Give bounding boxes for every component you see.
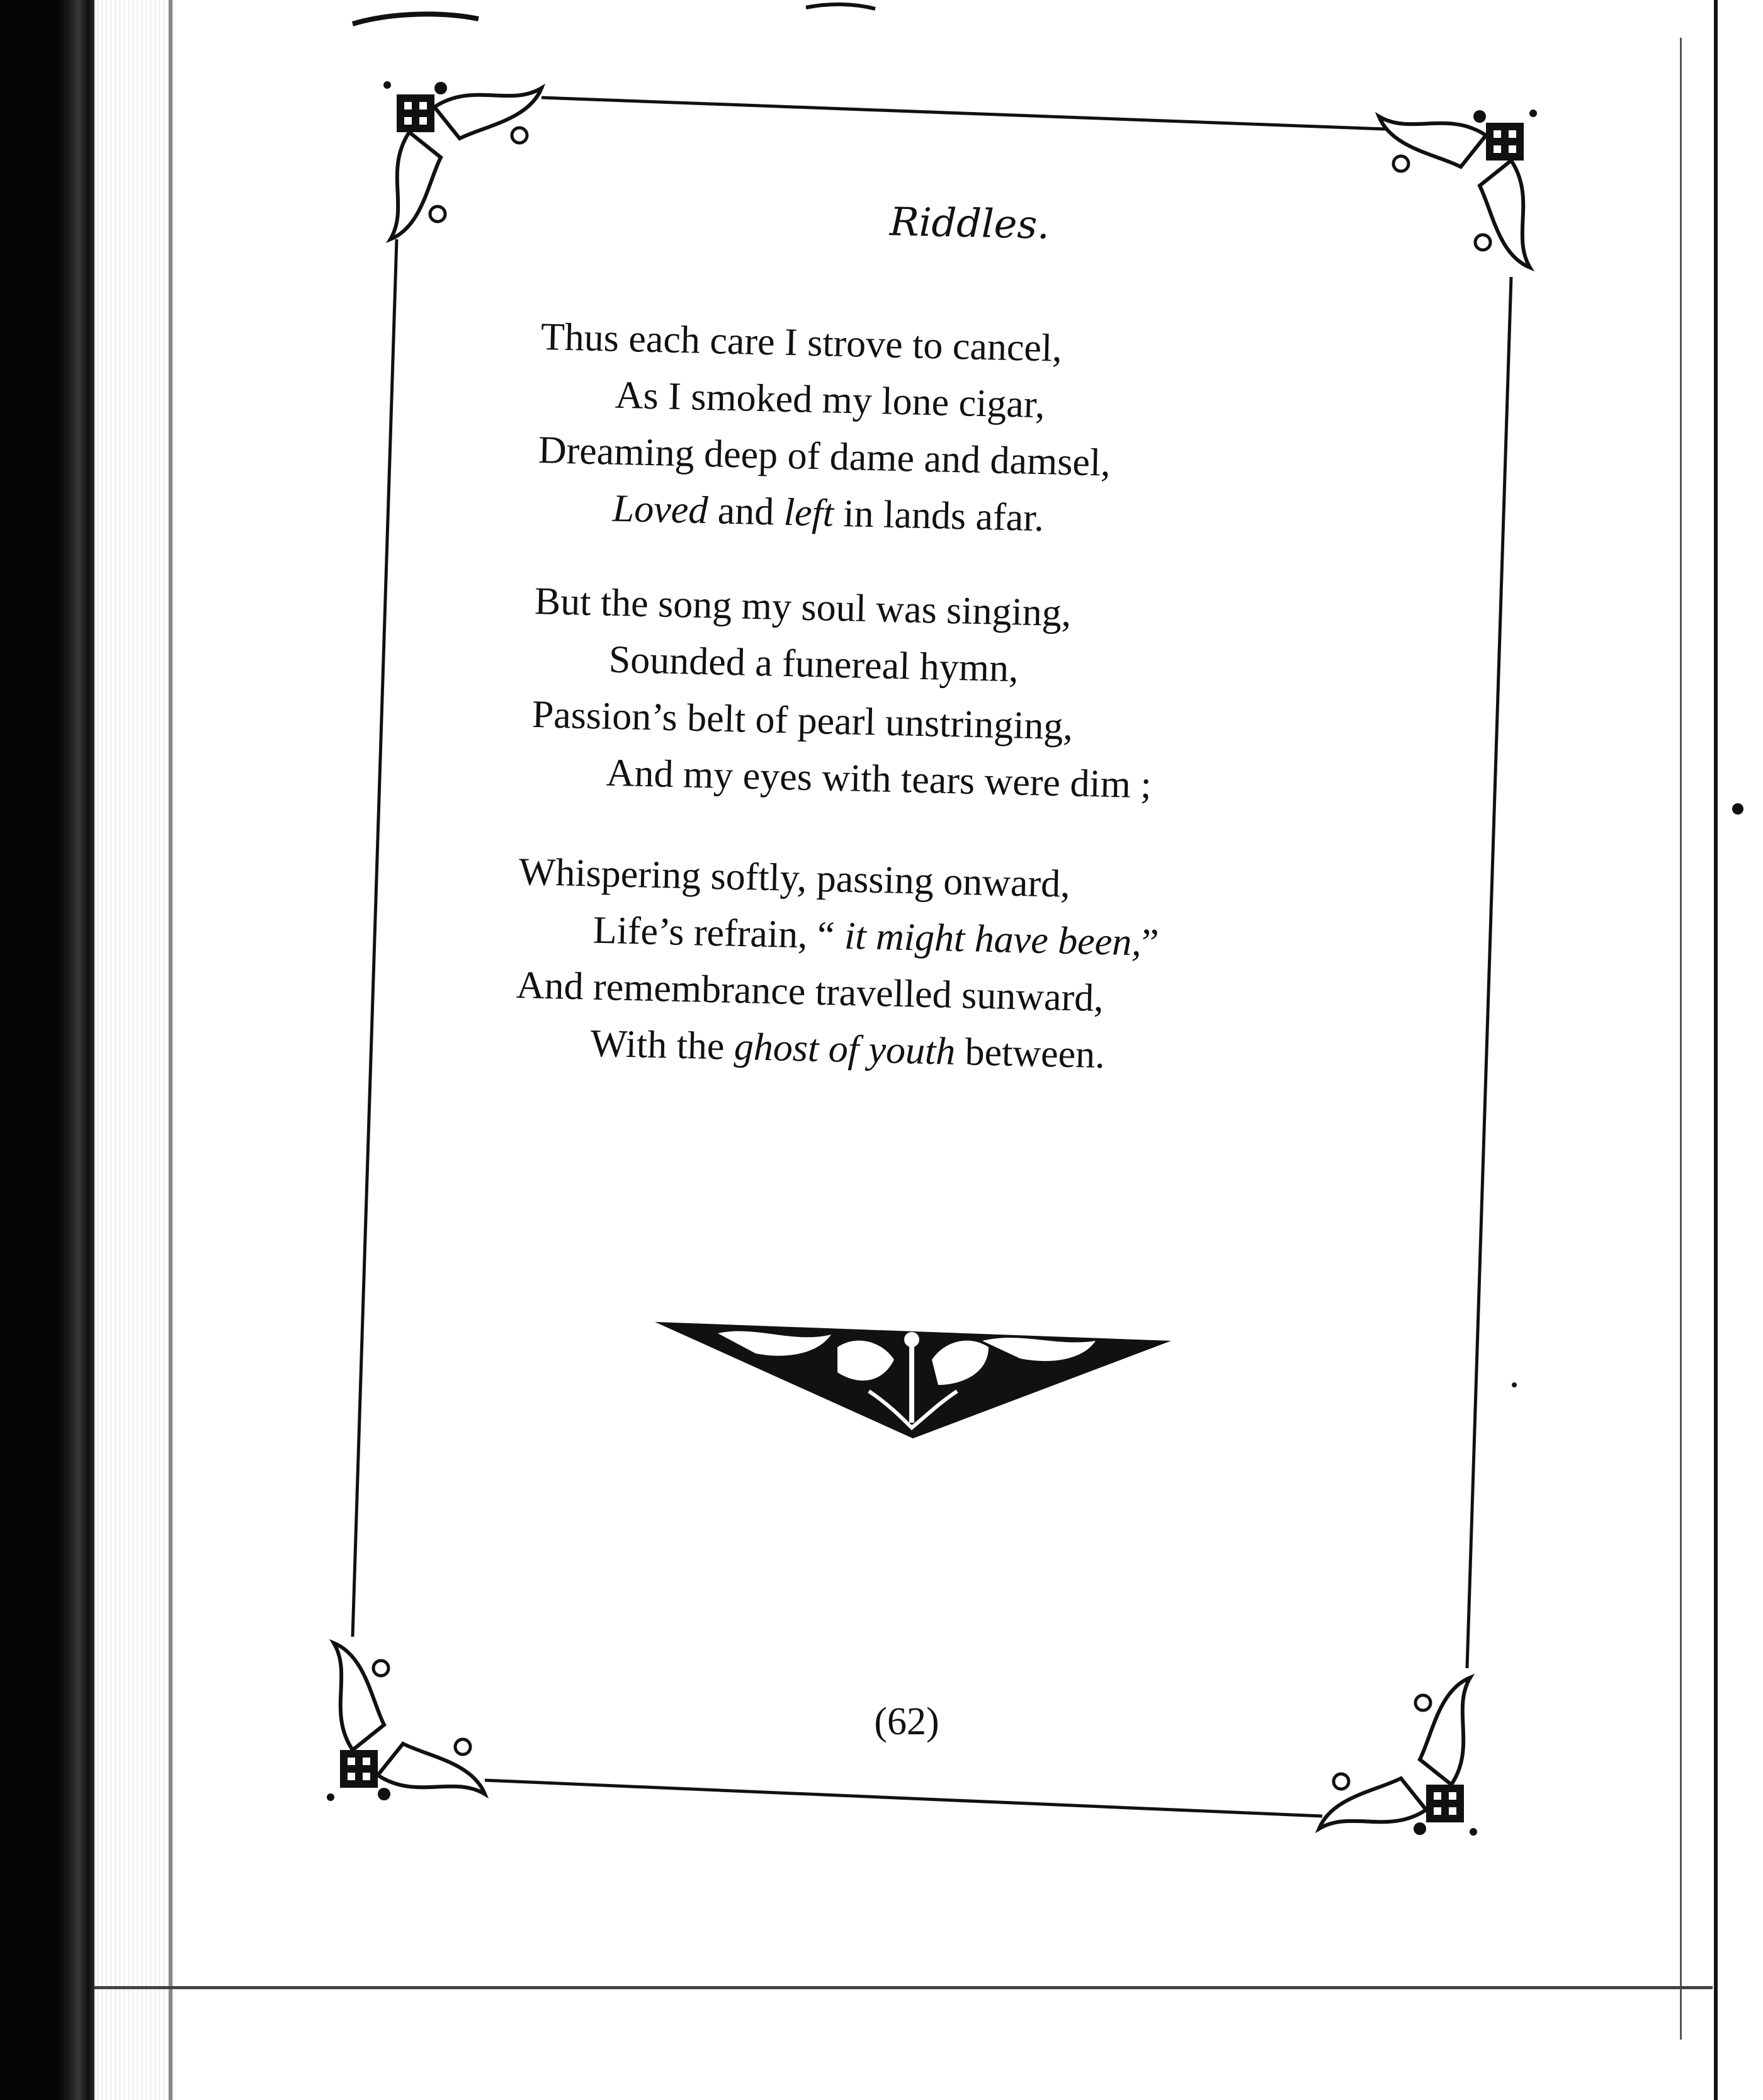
frame-top-rule: [541, 98, 1385, 129]
scan-speck: [1732, 803, 1743, 815]
italic-phrase: it might have been,: [844, 914, 1142, 964]
poem-text: Life’s refrain, “: [592, 908, 845, 957]
floral-corner-ornament-icon: [1319, 1678, 1477, 1836]
poem-line: As I smoked my lone cigar,: [615, 373, 1046, 427]
italic-phrase: ghost of youth: [734, 1025, 956, 1073]
poem-line: But the song my soul was singing,: [534, 579, 1072, 635]
floral-corner-ornament-icon: [383, 81, 541, 239]
poem-line: And my eyes with tears were dim ;: [606, 751, 1152, 807]
poem-text: ”: [1141, 921, 1160, 965]
running-head: Riddles.: [889, 198, 1050, 248]
poem-text: and: [707, 489, 785, 534]
ink-smudge: [806, 4, 875, 9]
floral-corner-ornament-icon: [327, 1643, 485, 1801]
poem-line: Thus each care I strove to cancel,: [540, 315, 1063, 370]
poem-line: Dreaming deep of dame and damsel,: [538, 428, 1111, 485]
ink-smudge: [353, 14, 479, 24]
poem-stanza-3: [514, 844, 1161, 1085]
floral-corner-ornament-icon: [1379, 110, 1537, 268]
poem-line: Sounded a funereal hymn,: [608, 638, 1019, 691]
poem-text: between.: [955, 1030, 1106, 1077]
frame-bottom-rule: [485, 1780, 1322, 1816]
poem-stanza-1: [536, 308, 1114, 548]
frame-left-rule: [353, 239, 397, 1637]
scan-speck: [1512, 1382, 1517, 1387]
frame-right-rule: [1467, 277, 1511, 1668]
poem-line: Passion’s belt of pearl unstringing,: [531, 692, 1074, 748]
page-number: (62): [874, 1700, 939, 1743]
poem-stanza-2: [530, 573, 1156, 813]
poem-line: And remembrance travelled sunward,: [516, 963, 1104, 1020]
italic-word: left: [783, 490, 834, 535]
poem-line: Whispering softly, passing onward,: [518, 850, 1071, 906]
griffin-tailpiece-icon: [655, 1322, 1171, 1438]
poem-text: With the: [590, 1022, 735, 1068]
italic-word: Loved: [612, 487, 709, 533]
poem-text: in lands afar.: [833, 492, 1045, 540]
